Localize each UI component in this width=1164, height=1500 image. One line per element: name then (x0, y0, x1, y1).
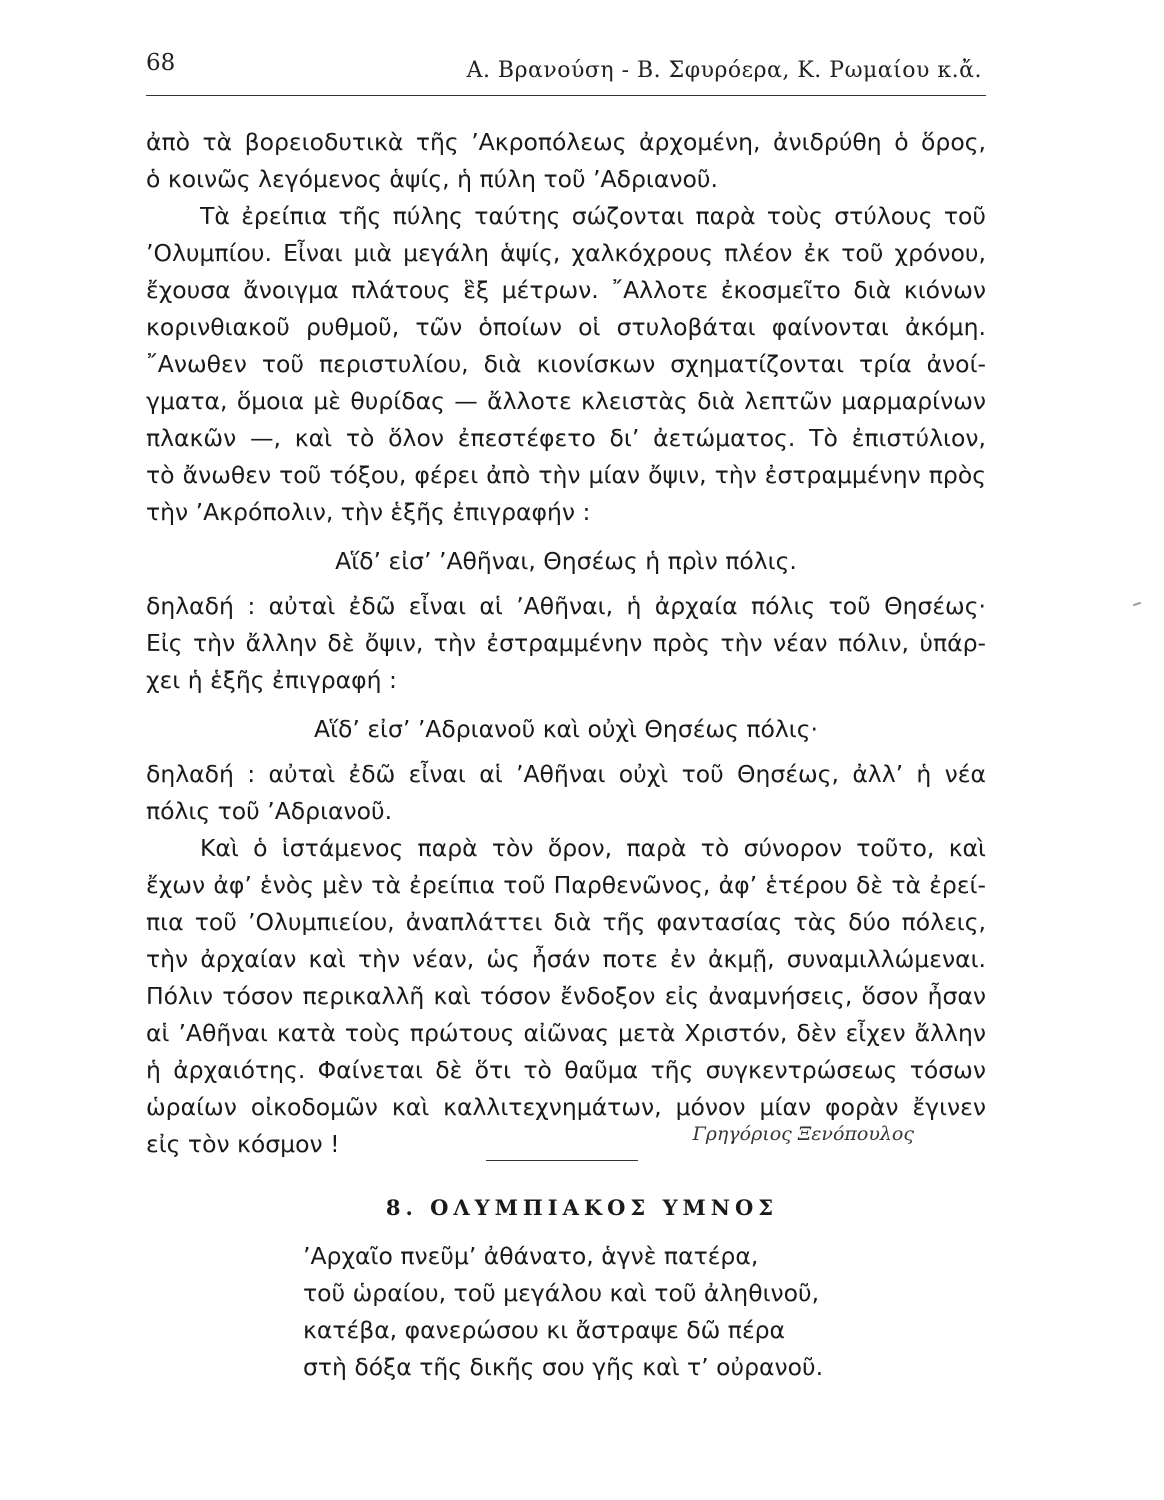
text-line: ὡραίων οἰκοδομῶν καὶ καλλιτεχνημάτων, μόνον μίαν φορὰν ἔγινεν (146, 1093, 986, 1121)
author-signature: Γρηγόριος Ξενόπουλος (692, 1123, 914, 1145)
paragraph-5 (146, 830, 986, 1163)
inscription-quote: Αἵδ’ εἰσ’ ’Αθῆναι, Θησέως ἡ πρὶν πόλις. (335, 547, 797, 575)
section-title: 8. ΟΛΥΜΠΙΑΚΟΣ ΥΜΝΟΣ (385, 1195, 779, 1220)
text-line: ἔχουσα ἄνοιγμα πλάτους ἓξ μέτρων. ῎Αλλοτε ἐκοσμεῖτο διὰ κιόνων (146, 276, 986, 304)
header-rule (146, 95, 986, 96)
text-line: ὁ κοινῶς λεγόμενος ἁψίς, ἡ πύλη τοῦ ’Αδριανοῦ. (146, 165, 718, 193)
poem-line: κατέβα, φανερώσου κι ἄστραψε δῶ πέρα (303, 1316, 786, 1344)
main-text (146, 124, 986, 1163)
poem-line: ’Αρχαῖο πνεῦμ’ ἀθάνατο, ἁγνὲ πατέρα, (303, 1242, 759, 1270)
text-line: ἡ ἀρχαιότης. Φαίνεται δὲ ὅτι τὸ θαῦμα τῆς συγκεντρώσεως τόσων (146, 1056, 986, 1084)
text-line: κορινθιακοῦ ρυθμοῦ, τῶν ὁποίων οἱ στυλοβάται φαίνονται ἀκόμη. (146, 313, 986, 341)
poem-stanza (303, 1238, 823, 1386)
text-line: Πόλιν τόσον περικαλλῆ καὶ τόσον ἔνδοξον εἰς ἀναμνήσεις, ὅσον ἦσαν (146, 982, 986, 1010)
text-line: πόλις τοῦ ’Αδριανοῦ. (146, 797, 393, 825)
text-line: γματα, ὅμοια μὲ θυρίδας — ἄλλοτε κλειστὰς διὰ λεπτῶν μαρμαρίνων (146, 387, 986, 415)
paragraph-2 (146, 198, 986, 531)
text-line: Τὰ ἐρείπια τῆς πύλης ταύτης σώζονται παρὰ τοὺς στύλους τοῦ (200, 202, 986, 230)
text-line: τὴν ἀρχαίαν καὶ τὴν νέαν, ὡς ἦσάν ποτε ἐν ἀκμῇ, συναμιλλώμεναι. (146, 945, 986, 973)
text-line: ’Ολυμπίου. Εἶναι μιὰ μεγάλη ἁψίς, χαλκόχρους πλέον ἐκ τοῦ χρόνου, (146, 239, 986, 267)
text-line: χει ἡ ἑξῆς ἐπιγραφή : (146, 666, 397, 694)
text-line: δηλαδή : αὐταὶ ἐδῶ εἶναι αἱ ’Αθῆναι οὐχὶ τοῦ Θησέως, ἀλλ’ ἡ νέα (146, 760, 986, 788)
page-number: 68 (146, 50, 176, 76)
text-line: πια τοῦ ’Ολυμπιείου, ἀναπλάττει διὰ τῆς φαντασίας τὰς δύο πόλεις, (146, 908, 986, 936)
text-line: ῎Ανωθεν τοῦ περιστυλίου, διὰ κιονίσκων σχηματίζονται τρία ἀνοί- (146, 350, 986, 378)
text-line: τὴν ’Ακρόπολιν, τὴν ἑξῆς ἐπιγραφήν : (146, 498, 591, 526)
section-divider (486, 1160, 638, 1161)
text-line: ἔχων ἀφ’ ἑνὸς μὲν τὰ ἐρείπια τοῦ Παρθενῶνος, ἀφ’ ἑτέρου δὲ τὰ ἐρεί- (146, 871, 986, 899)
text-line: Καὶ ὁ ἱστάμενος παρὰ τὸν ὅρον, παρὰ τὸ σύνορον τοῦτο, καὶ (200, 834, 986, 862)
text-line: τὸ ἄνωθεν τοῦ τόξου, φέρει ἀπὸ τὴν μίαν ὄψιν, τὴν ἐστραμμένην πρὸς (146, 461, 986, 489)
poem-line: τοῦ ὡραίου, τοῦ μεγάλου καὶ τοῦ ἀληθινοῦ, (303, 1279, 820, 1307)
paragraph-3 (146, 588, 986, 699)
text-line: δηλαδή : αὐταὶ ἐδῶ εἶναι αἱ ’Αθῆναι, ἡ ἀρχαία πόλις τοῦ Θησέως· (146, 592, 986, 620)
text-line: πλακῶν —, καὶ τὸ ὅλον ἐπεστέφετο δι’ ἀετώματος. Τὸ ἐπιστύλιον, (146, 424, 986, 452)
poem-line: στὴ δόξα τῆς δικῆς σου γῆς καὶ τ’ οὐρανοῦ. (303, 1353, 824, 1381)
scan-artifact-mark (1133, 602, 1141, 607)
text-line: Εἰς τὴν ἄλλην δὲ ὄψιν, τὴν ἐστραμμένην πρὸς τὴν νέαν πόλιν, ὑπάρ- (146, 629, 986, 657)
text-line: αἱ ’Αθῆναι κατὰ τοὺς πρώτους αἰῶνας μετὰ Χριστόν, δὲν εἶχεν ἄλλην (146, 1019, 986, 1047)
inscription-quote: Αἵδ’ εἰσ’ ’Αδριανοῦ καὶ οὐχὶ Θησέως πόλις· (314, 715, 818, 743)
text-line: ἀπὸ τὰ βορειοδυτικὰ τῆς ’Ακροπόλεως ἀρχομένη, ἀνιδρύθη ὁ ὅρος, (146, 128, 986, 156)
running-header-authors: Α. Βρανούση - Β. Σφυρόερα, Κ. Ρωμαίου κ.ἄ. (466, 58, 982, 83)
paragraph-1 (146, 124, 986, 198)
text-line: εἰς τὸν κόσμον ! (146, 1130, 340, 1158)
paragraph-4 (146, 756, 986, 830)
